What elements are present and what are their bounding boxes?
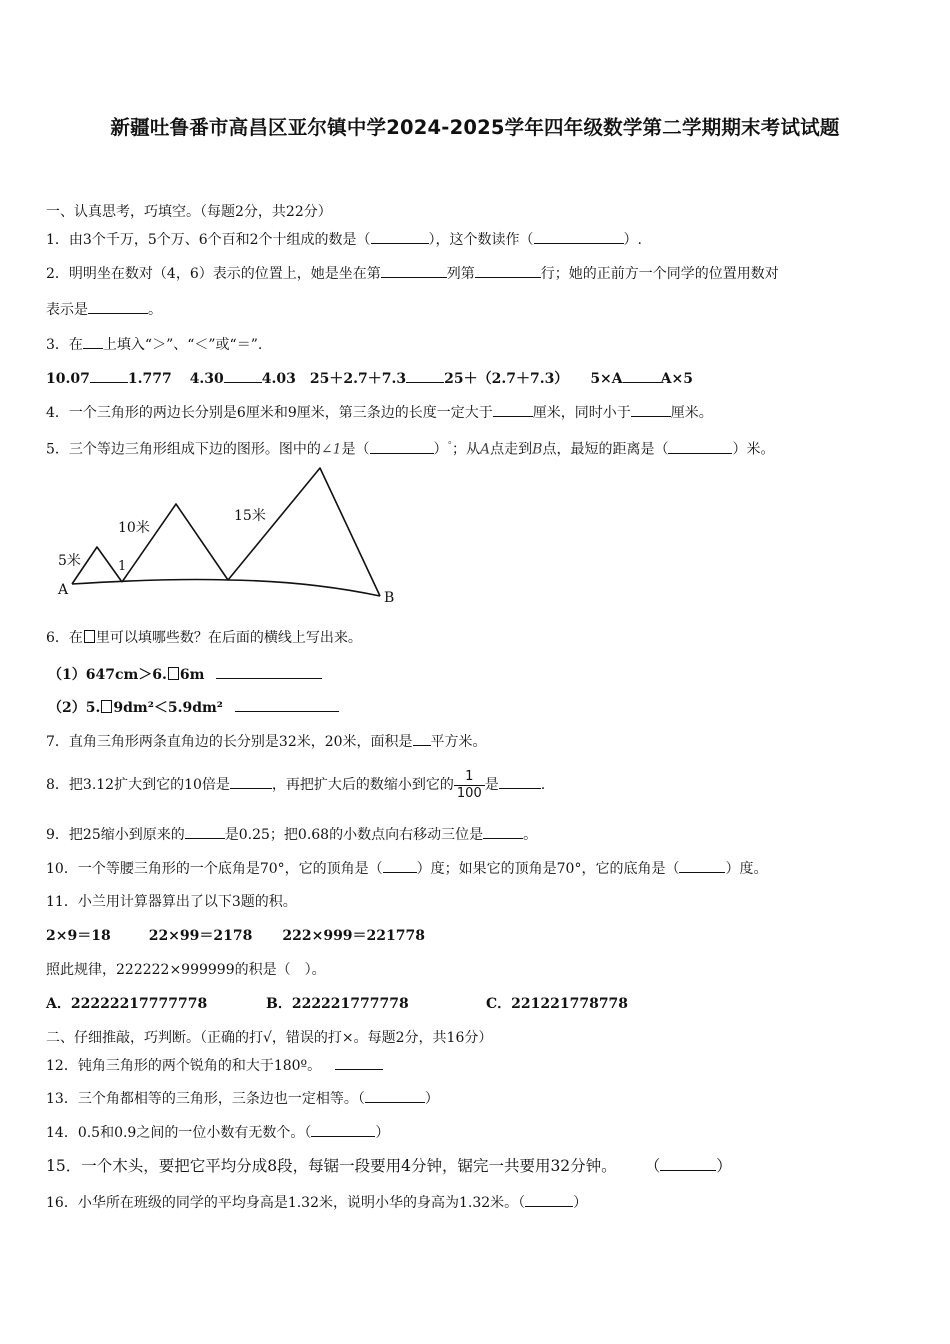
answer-blank[interactable] [185, 824, 225, 839]
question-6-part-1: （1）647cm＞6. 6m [48, 664, 322, 684]
question-4: 4．一个三角形的两边长分别是6厘米和9厘米，第三条边的长度一定大于 厘米，同时小于 厘米。 [46, 402, 713, 422]
answer-blank[interactable] [483, 824, 523, 839]
question-6: 6．在 里可以填哪些数？在后面的横线上写出来。 [46, 630, 362, 646]
question-7: 7．直角三角形两条直角边的长分别是32米，20米，面积是 平方米。 [46, 731, 487, 751]
question-10: 10．一个等腰三角形的一个底角是70°，它的顶角是（ ）度；如果它的顶角是70°，它的底角是（ ）度。 [46, 858, 767, 878]
answer-blank[interactable] [88, 299, 148, 314]
answer-blank[interactable] [631, 402, 671, 417]
answer-blank[interactable] [499, 774, 541, 789]
answer-blank[interactable] [383, 858, 417, 873]
answer-blank[interactable] [224, 368, 262, 383]
answer-blank [83, 334, 103, 349]
answer-blank[interactable] [413, 731, 431, 746]
question-8: 8．把3.12扩大到它的10倍是 ，再把扩大后的数缩小到它的 $\frac{1}{100}$ 是 . [46, 768, 546, 801]
answer-blank[interactable] [525, 1192, 573, 1207]
answer-blank[interactable] [406, 368, 444, 383]
answer-blank[interactable] [230, 774, 272, 789]
base-line [72, 580, 380, 597]
answer-blank[interactable] [216, 664, 322, 679]
question-11-equations: 2×9＝18 22×99＝2178 222×999＝221778 [46, 928, 425, 944]
answer-blank[interactable] [668, 439, 732, 454]
question-16: 16．小华所在班级的同学的平均身高是1.32米，说明小华的身高为1.32米。（ ） [46, 1192, 587, 1212]
answer-blank[interactable] [335, 1055, 383, 1070]
answer-blank[interactable] [381, 263, 447, 278]
square-box-icon [168, 667, 179, 680]
question-2-cont: 表示是 。 [46, 299, 162, 319]
section-2-heading: 二、仔细推敲，巧判断。（正确的打√，错误的打×。每题2分，共16分） [46, 1030, 493, 1046]
question-12: 12．钝角三角形的两个锐角的和大于180º。 [46, 1055, 383, 1075]
option-b[interactable]: B．222221777778 [266, 996, 409, 1012]
square-box-icon [84, 630, 95, 643]
answer-blank[interactable] [370, 439, 434, 454]
medium-triangle [122, 504, 228, 582]
question-13: 13．三个角都相等的三角形，三条边也一定相等。（ ） [46, 1088, 439, 1108]
question-11-prompt: 照此规律，222222×999999的积是（ ）。 [46, 962, 326, 978]
point-a-label: A [58, 582, 69, 598]
option-c[interactable]: C．221221778778 [486, 996, 629, 1012]
label-10m: 10米 [118, 520, 150, 536]
answer-blank[interactable] [371, 229, 429, 244]
angle-1-label: 1 [118, 559, 127, 574]
question-1: 1．由3个千万，5个万、6个百和2个十组成的数是（ ），这个数读作（ ）. [46, 229, 642, 249]
answer-blank[interactable] [660, 1156, 716, 1171]
question-3-items: 10.07 1.777 4.30 4.03 25＋2.7＋7.3 25＋（2.7＋7.3） 5×A A×5 [46, 368, 693, 388]
answer-blank[interactable] [365, 1088, 425, 1103]
section-1-heading: 一、认真思考，巧填空。（每题2分，共22分） [46, 204, 332, 220]
label-5m: 5米 [58, 553, 81, 569]
question-11: 11．小兰用计算器算出了以下3题的积。 [46, 894, 297, 910]
answer-blank[interactable] [534, 229, 624, 244]
exam-title: 新疆吐鲁番市高昌区亚尔镇中学2024-2025学年四年级数学第二学期期末考试试题 [110, 116, 840, 139]
answer-blank[interactable] [623, 368, 661, 383]
answer-blank[interactable] [475, 263, 541, 278]
question-2: 2．明明坐在数对（4，6）表示的位置上，她是坐在第 列第 行；她的正前方一个同学的位置用数对 [46, 263, 779, 283]
answer-blank[interactable] [679, 858, 725, 873]
point-b-label: B [384, 590, 395, 606]
answer-blank[interactable] [311, 1122, 375, 1137]
square-box-icon [101, 700, 112, 713]
triangles-figure [48, 460, 408, 610]
question-11-options [46, 995, 628, 1013]
answer-blank[interactable] [90, 368, 128, 383]
answer-blank[interactable] [493, 402, 533, 417]
question-6-part-2: （2）5. 9dm²＜5.9dm² [48, 697, 339, 717]
question-15: 15．一个木头，要把它平均分成8段，每锯一段要用4分钟，锯完一共要用32分钟。 （ ） [46, 1157, 732, 1175]
question-14: 14．0.5和0.9之间的一位小数有无数个。（ ） [46, 1122, 389, 1142]
label-15m: 15米 [234, 508, 266, 524]
question-3: 3．在 上填入“＞”、“＜”或“＝”. [46, 334, 262, 354]
question-9: 9．把25缩小到原来的 是0.25；把0.68的小数点向右移动三位是 。 [46, 824, 537, 844]
fraction-1-100: $\frac{1}{100}$ [454, 769, 485, 802]
large-triangle [228, 468, 380, 596]
answer-blank[interactable] [235, 697, 339, 712]
option-a[interactable]: A．22222217777778 [46, 996, 208, 1012]
question-5: 5．三个等边三角形组成下边的图形。图中的∠1是（ ）°；从A点走到B点，最短的距离是（ ）米。 [46, 437, 774, 459]
